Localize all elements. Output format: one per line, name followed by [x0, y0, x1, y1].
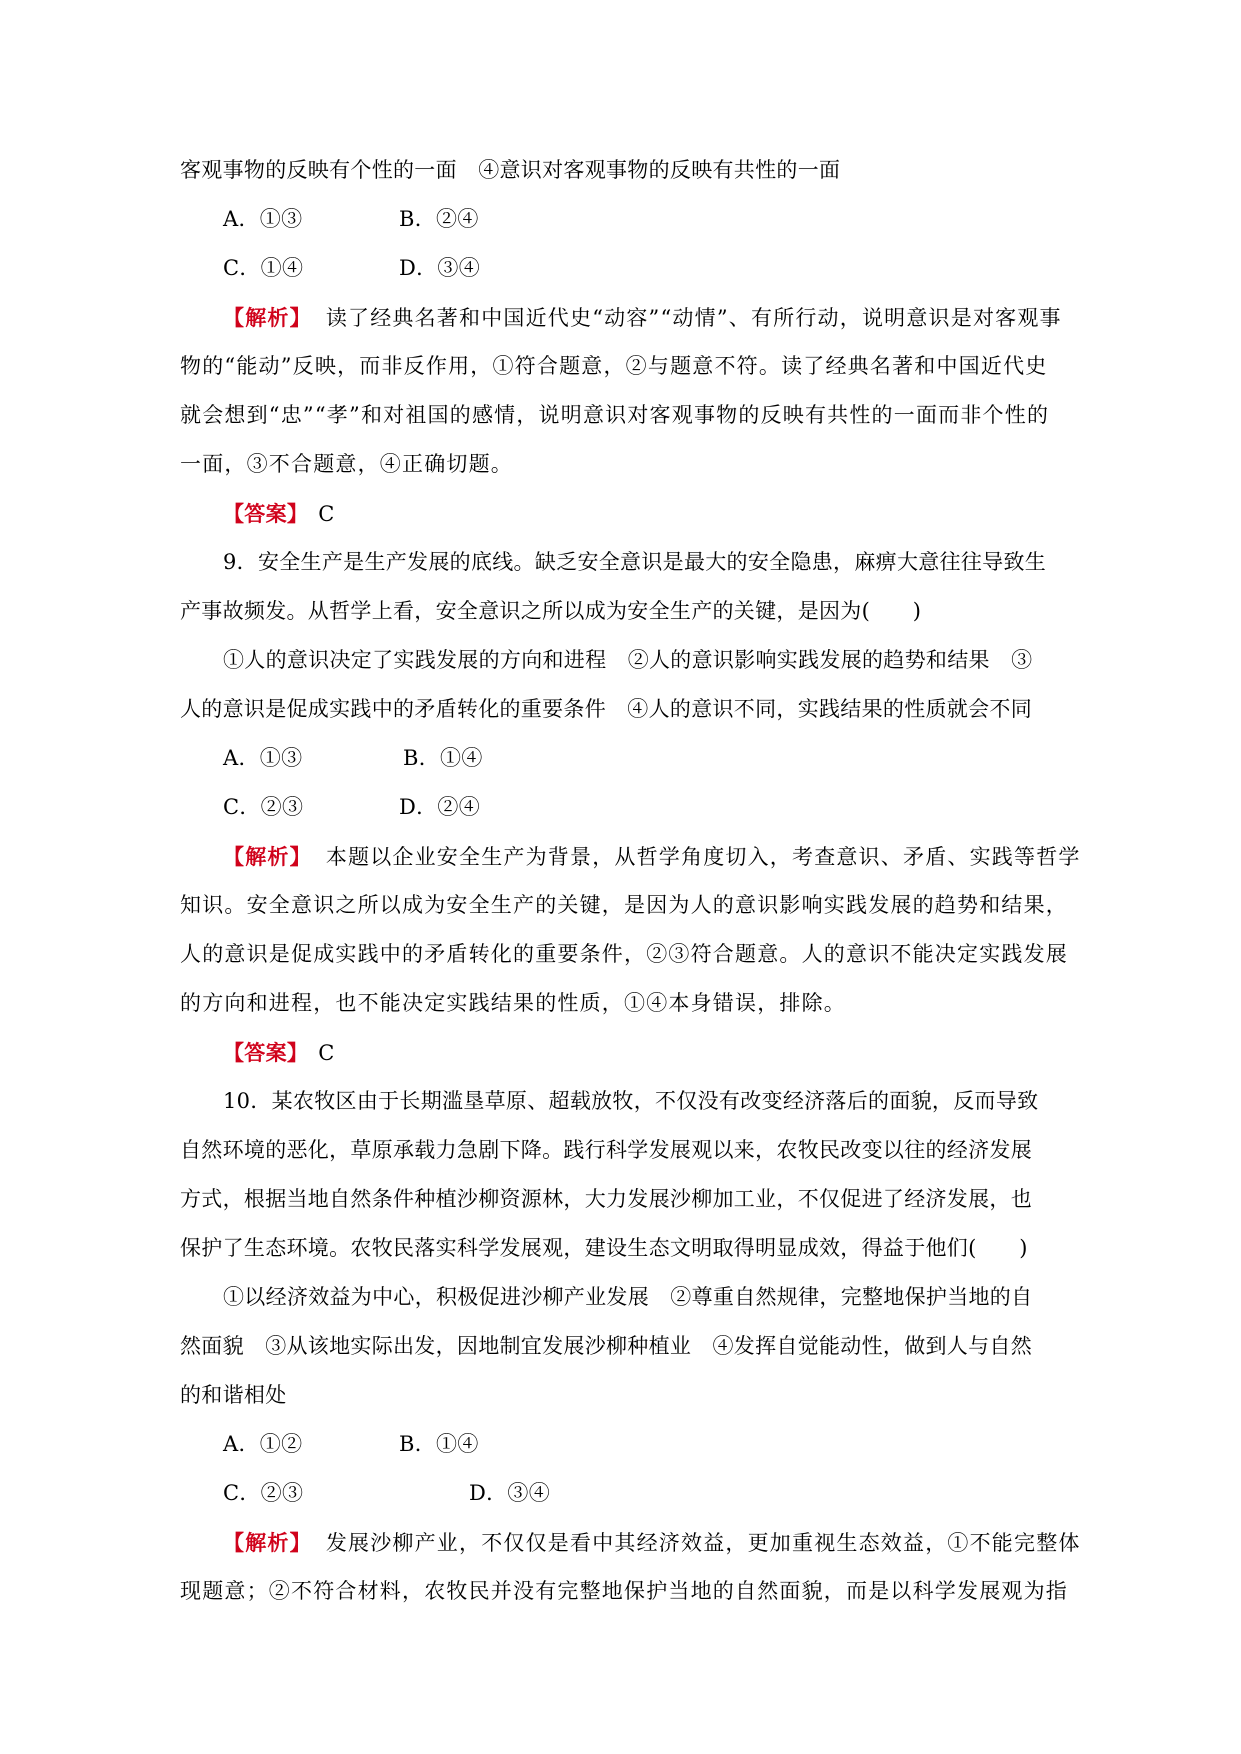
- q10-option-a: A．①②: [223, 1432, 303, 1456]
- q9-items-line-2: 人的意识是促成实践中的矛盾转化的重要条件 ④人的意识不同，实践结果的性质就会不同: [180, 697, 1032, 721]
- q10-analysis-line-1: [180, 1518, 1081, 1567]
- q8-option-c: C．①④: [223, 256, 304, 280]
- q9-stem-line-2: 产事故频发。从哲学上看，安全意识之所以成为安全生产的关键，是因为( ): [180, 599, 922, 623]
- q9-option-a: A．①③: [223, 746, 303, 770]
- q10-analysis-line-2: 现题意；②不符合材料，农牧民并没有完整地保护当地的自然面貌，而是以科学发展观为指: [180, 1579, 1068, 1603]
- q8-options-row-2: [180, 244, 1062, 293]
- q9-options-row-1: [180, 734, 1062, 783]
- q9-answer: C: [318, 1041, 335, 1065]
- q10-options-row-1: [180, 1420, 1062, 1469]
- q8-option-d: D．③④: [399, 256, 481, 280]
- q10-option-c: C．②③: [223, 1481, 304, 1505]
- document-page: [180, 146, 1081, 1616]
- q8-option-a: A．①③: [223, 207, 303, 231]
- q9-answer-line: [180, 1028, 1062, 1077]
- q8-analysis-tag: 【解析】: [223, 305, 312, 330]
- q9-stem-line-1: 9．安全生产是生产发展的底线。缺乏安全意识是最大的安全隐患，麻痹大意往往导致生: [223, 550, 1047, 574]
- q9-analysis-text-1: 本题以企业安全生产为背景，从哲学角度切入，考查意识、矛盾、实践等哲学: [325, 845, 1081, 869]
- q10-option-d: D．③④: [469, 1481, 551, 1505]
- q10-items-line-2: 然面貌 ③从该地实际出发，因地制宜发展沙柳种植业 ④发挥自觉能动性，做到人与自然: [180, 1334, 1032, 1358]
- q10-option-b: B．①④: [399, 1432, 479, 1456]
- q9-option-c: C．②③: [223, 795, 304, 819]
- q10-items-line-1: ①以经济效益为中心，积极促进沙柳产业发展 ②尊重自然规律，完整地保护当地的自: [223, 1285, 1033, 1309]
- q10-stem-line-1: 10．某农牧区由于长期滥垦草原、超载放牧，不仅没有改变经济落后的面貌，反而导致: [223, 1089, 1039, 1113]
- q9-option-d: D．②④: [399, 795, 481, 819]
- q8-answer: C: [318, 502, 335, 526]
- q9-option-b: B．①④: [403, 746, 483, 770]
- q9-analysis-tag: 【解析】: [223, 844, 312, 869]
- q9-items-line-1: ①人的意识决定了实践发展的方向和进程 ②人的意识影响实践发展的趋势和结果 ③: [223, 648, 1033, 672]
- q10-items-line-3: 的和谐相处: [180, 1383, 287, 1407]
- q10-options-row-2: [180, 1469, 1062, 1518]
- q10-stem-line-4: 保护了生态环境。农牧民落实科学发展观，建设生态文明取得明显成效，得益于他们( ): [180, 1236, 1028, 1260]
- q8-analysis-line-3: 就会想到“忠”“孝”和对祖国的感情，说明意识对客观事物的反映有共性的一面而非个性的: [180, 403, 1050, 427]
- q9-options-row-2: [180, 783, 1062, 832]
- q8-analysis-line-1: [180, 293, 1062, 342]
- q8-analysis-line-2: 物的“能动”反映，而非反作用，①符合题意，②与题意不符。读了经典名著和中国近代史: [180, 354, 1048, 378]
- q8-options-row-1: [180, 195, 1062, 244]
- q9-analysis-line-3: 人的意识是促成实践中的矛盾转化的重要条件，②③符合题意。人的意识不能决定实践发展: [180, 942, 1068, 966]
- q8-option-b: B．②④: [399, 207, 479, 231]
- q8-stem-tail: 客观事物的反映有个性的一面 ④意识对客观事物的反映有共性的一面: [180, 158, 841, 182]
- q9-answer-tag: 【答案】: [223, 1040, 309, 1065]
- q9-analysis-line-4: 的方向和进程，也不能决定实践结果的性质，①④本身错误，排除。: [180, 991, 846, 1015]
- q10-stem-line-2: 自然环境的恶化，草原承载力急剧下降。践行科学发展观以来，农牧民改变以往的经济发展: [180, 1138, 1032, 1162]
- q8-answer-line: [180, 489, 1062, 538]
- q9-analysis-line-1: [180, 832, 1081, 881]
- q10-analysis-text-1: 发展沙柳产业，不仅仅是看中其经济效益，更加重视生态效益，①不能完整体: [325, 1531, 1081, 1555]
- q8-analysis-line-4: 一面，③不合题意，④正确切题。: [180, 452, 513, 476]
- q10-stem-line-3: 方式，根据当地自然条件种植沙柳资源林，大力发展沙柳加工业，不仅促进了经济发展，也: [180, 1187, 1032, 1211]
- q8-answer-tag: 【答案】: [223, 501, 309, 526]
- q8-analysis-text-1: 读了经典名著和中国近代史“动容”“动情”、有所行动，说明意识是对客观事: [325, 306, 1062, 330]
- q9-analysis-line-2: 知识。安全意识之所以成为安全生产的关键，是因为人的意识影响实践发展的趋势和结果，: [180, 893, 1068, 917]
- q10-analysis-tag: 【解析】: [223, 1530, 312, 1555]
